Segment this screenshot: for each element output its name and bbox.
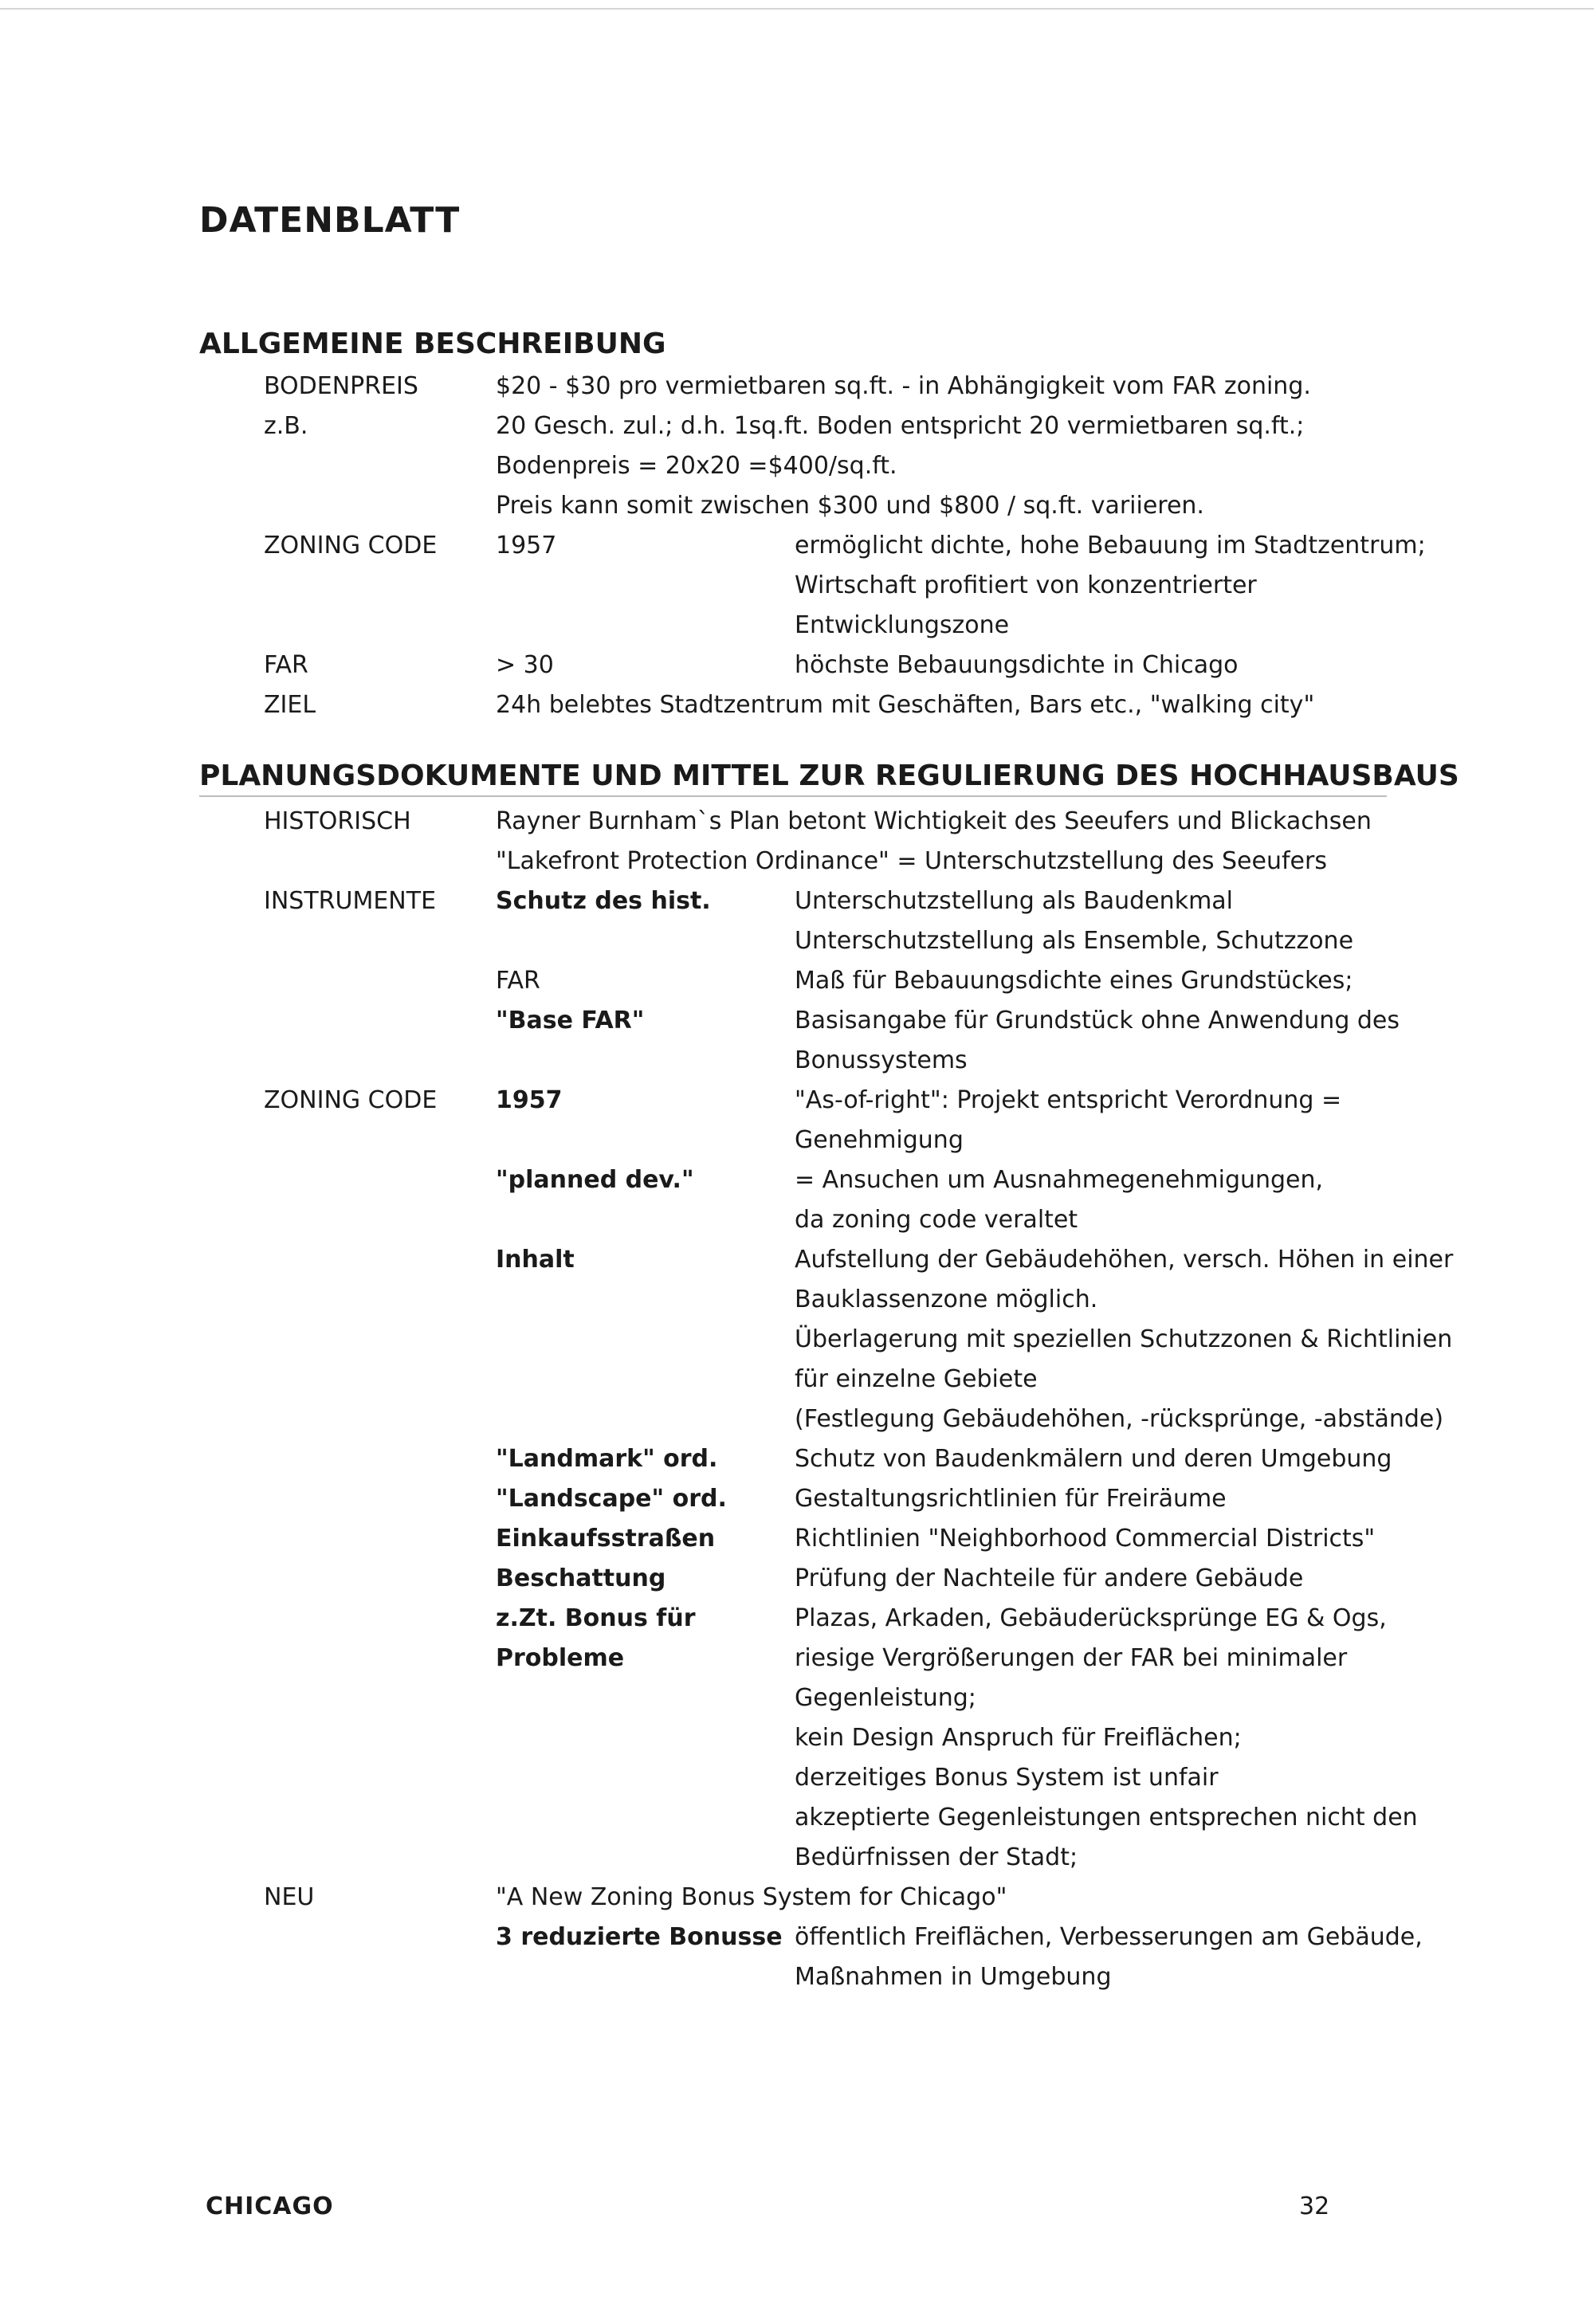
- row-term: 1957: [496, 532, 557, 559]
- row-desc: Entwicklungszone: [795, 611, 1010, 639]
- table-row: [0, 446, 1594, 486]
- table-row: [0, 1678, 1594, 1718]
- row-term: Einkaufsstraßen: [496, 1525, 716, 1553]
- table-row: [0, 1559, 1594, 1599]
- row-term: "Landscape" ord.: [496, 1485, 727, 1513]
- row-term: 3 reduzierte Bonusse: [496, 1923, 783, 1951]
- row-desc: Unterschutzstellung als Ensemble, Schutzzone: [795, 927, 1354, 955]
- row-term: > 30: [496, 651, 554, 679]
- table-row: [0, 1599, 1594, 1639]
- row-term: Probleme: [496, 1644, 625, 1672]
- row-desc: akzeptierte Gegenleistungen entsprechen nicht den: [795, 1804, 1418, 1831]
- row-text: Rayner Burnham`s Plan betont Wichtigkeit des Seeufers und Blickachsen: [496, 807, 1372, 835]
- row-desc: Wirtschaft profitiert von konzentrierter: [795, 571, 1257, 599]
- table-row: [0, 1041, 1594, 1081]
- row-desc: = Ansuchen um Ausnahmegenehmigungen,: [795, 1166, 1324, 1194]
- row-label: HISTORISCH: [264, 807, 411, 835]
- section-divider: [199, 795, 1387, 797]
- row-desc: Prüfung der Nachteile für andere Gebäude: [795, 1564, 1304, 1592]
- row-desc: "As-of-right": Projekt entspricht Verordnung =: [795, 1086, 1342, 1114]
- row-desc: riesige Vergrößerungen der FAR bei minimaler: [795, 1644, 1348, 1672]
- row-desc: Schutz von Baudenkmälern und deren Umgebung: [795, 1445, 1392, 1473]
- table-row: [0, 1240, 1594, 1280]
- row-desc: da zoning code veraltet: [795, 1206, 1078, 1234]
- row-term: "planned dev.": [496, 1166, 694, 1194]
- row-label: z.B.: [264, 412, 308, 440]
- row-desc: ermöglicht dichte, hohe Bebauung im Stadtzentrum;: [795, 532, 1426, 559]
- row-term: z.Zt. Bonus für: [496, 1604, 696, 1632]
- row-desc: Genehmigung: [795, 1126, 964, 1154]
- table-row: [0, 881, 1594, 921]
- row-desc: öffentlich Freiflächen, Verbesserungen am Gebäude,: [795, 1923, 1423, 1951]
- table-row: [0, 842, 1594, 881]
- table-row: [0, 1001, 1594, 1041]
- row-label: FAR: [264, 651, 308, 679]
- row-term: 1957: [496, 1086, 563, 1114]
- row-desc: Bonussystems: [795, 1046, 968, 1074]
- table-row: [0, 1957, 1594, 1997]
- table-row: [0, 802, 1594, 842]
- row-term: "Landmark" ord.: [496, 1445, 718, 1473]
- row-desc: Maßnahmen in Umgebung: [795, 1963, 1112, 1991]
- table-row: [0, 1121, 1594, 1160]
- row-desc: (Festlegung Gebäudehöhen, -rücksprünge, -abstände): [795, 1405, 1444, 1433]
- table-row: [0, 1718, 1594, 1758]
- section-heading-general: ALLGEMEINE BESCHREIBUNG: [199, 328, 666, 360]
- row-text: "A New Zoning Bonus System for Chicago": [496, 1883, 1007, 1911]
- table-row: [0, 1519, 1594, 1559]
- table-row: [0, 1479, 1594, 1519]
- table-row: [0, 1280, 1594, 1320]
- row-term: Inhalt: [496, 1246, 575, 1274]
- row-desc: Unterschutzstellung als Baudenkmal: [795, 887, 1234, 915]
- table-row: [0, 1320, 1594, 1360]
- table-row: [0, 526, 1594, 566]
- row-term: Beschattung: [496, 1564, 666, 1592]
- table-row: [0, 367, 1594, 406]
- table-row: [0, 1639, 1594, 1678]
- row-desc: Bedürfnissen der Stadt;: [795, 1843, 1078, 1871]
- row-desc: Gestaltungsrichtlinien für Freiräume: [795, 1485, 1227, 1513]
- table-row: [0, 921, 1594, 961]
- page-number: 32: [1299, 2192, 1330, 2220]
- table-row: [0, 646, 1594, 685]
- table-row: [0, 1360, 1594, 1400]
- table-row: [0, 685, 1594, 725]
- row-desc: Überlagerung mit speziellen Schutzzonen & Richtlinien: [795, 1325, 1453, 1353]
- table-row: [0, 1798, 1594, 1838]
- row-desc: Maß für Bebauungsdichte eines Grundstückes;: [795, 967, 1353, 995]
- row-desc: Basisangabe für Grundstück ohne Anwendung des: [795, 1007, 1400, 1034]
- table-row: [0, 1400, 1594, 1439]
- row-label: ZONING CODE: [264, 1086, 438, 1114]
- row-desc: Gegenleistung;: [795, 1684, 976, 1712]
- table-row: [0, 961, 1594, 1001]
- row-term: FAR: [496, 967, 540, 995]
- table-row: [0, 1081, 1594, 1121]
- row-desc: Plazas, Arkaden, Gebäuderücksprünge EG & Ogs,: [795, 1604, 1387, 1632]
- table-row: [0, 406, 1594, 446]
- table-row: [0, 1878, 1594, 1918]
- row-desc: höchste Bebauungsdichte in Chicago: [795, 651, 1239, 679]
- table-row: [0, 1758, 1594, 1798]
- row-text: Preis kann somit zwischen $300 und $800 / sq.ft. variieren.: [496, 492, 1204, 520]
- row-term: Schutz des hist.: [496, 887, 711, 915]
- table-row: [0, 1160, 1594, 1200]
- row-desc: Aufstellung der Gebäudehöhen, versch. Höhen in einer: [795, 1246, 1454, 1274]
- footer-city: CHICAGO: [206, 2192, 334, 2220]
- row-desc: Richtlinien "Neighborhood Commercial Districts": [795, 1525, 1376, 1553]
- table-row: [0, 566, 1594, 606]
- row-label: ZONING CODE: [264, 532, 438, 559]
- row-term: "Base FAR": [496, 1007, 645, 1034]
- row-label: BODENPREIS: [264, 372, 418, 400]
- row-desc: derzeitiges Bonus System ist unfair: [795, 1764, 1219, 1792]
- row-text: Bodenpreis = 20x20 =$400/sq.ft.: [496, 452, 897, 480]
- table-row: [0, 1918, 1594, 1957]
- row-text: "Lakefront Protection Ordinance" = Unterschutzstellung des Seeufers: [496, 847, 1327, 875]
- top-rule: [0, 8, 1594, 10]
- row-text: 24h belebtes Stadtzentrum mit Geschäften, Bars etc., "walking city": [496, 691, 1315, 719]
- row-label: INSTRUMENTE: [264, 887, 437, 915]
- page-title: DATENBLATT: [199, 200, 461, 241]
- row-label: ZIEL: [264, 691, 316, 719]
- table-row: [0, 1439, 1594, 1479]
- table-row: [0, 606, 1594, 646]
- table-row: [0, 486, 1594, 526]
- table-row: [0, 1200, 1594, 1240]
- row-label: NEU: [264, 1883, 315, 1911]
- section-heading-planning: PLANUNGSDOKUMENTE UND MITTEL ZUR REGULIERUNG DES HOCHHAUSBAUS: [199, 760, 1459, 792]
- row-text: 20 Gesch. zul.; d.h. 1sq.ft. Boden entspricht 20 vermietbaren sq.ft.;: [496, 412, 1305, 440]
- row-desc: Bauklassenzone möglich.: [795, 1286, 1098, 1313]
- row-desc: für einzelne Gebiete: [795, 1365, 1038, 1393]
- row-text: $20 - $30 pro vermietbaren sq.ft. - in Abhängigkeit vom FAR zoning.: [496, 372, 1311, 400]
- row-desc: kein Design Anspruch für Freiflächen;: [795, 1724, 1242, 1752]
- table-row: [0, 1838, 1594, 1878]
